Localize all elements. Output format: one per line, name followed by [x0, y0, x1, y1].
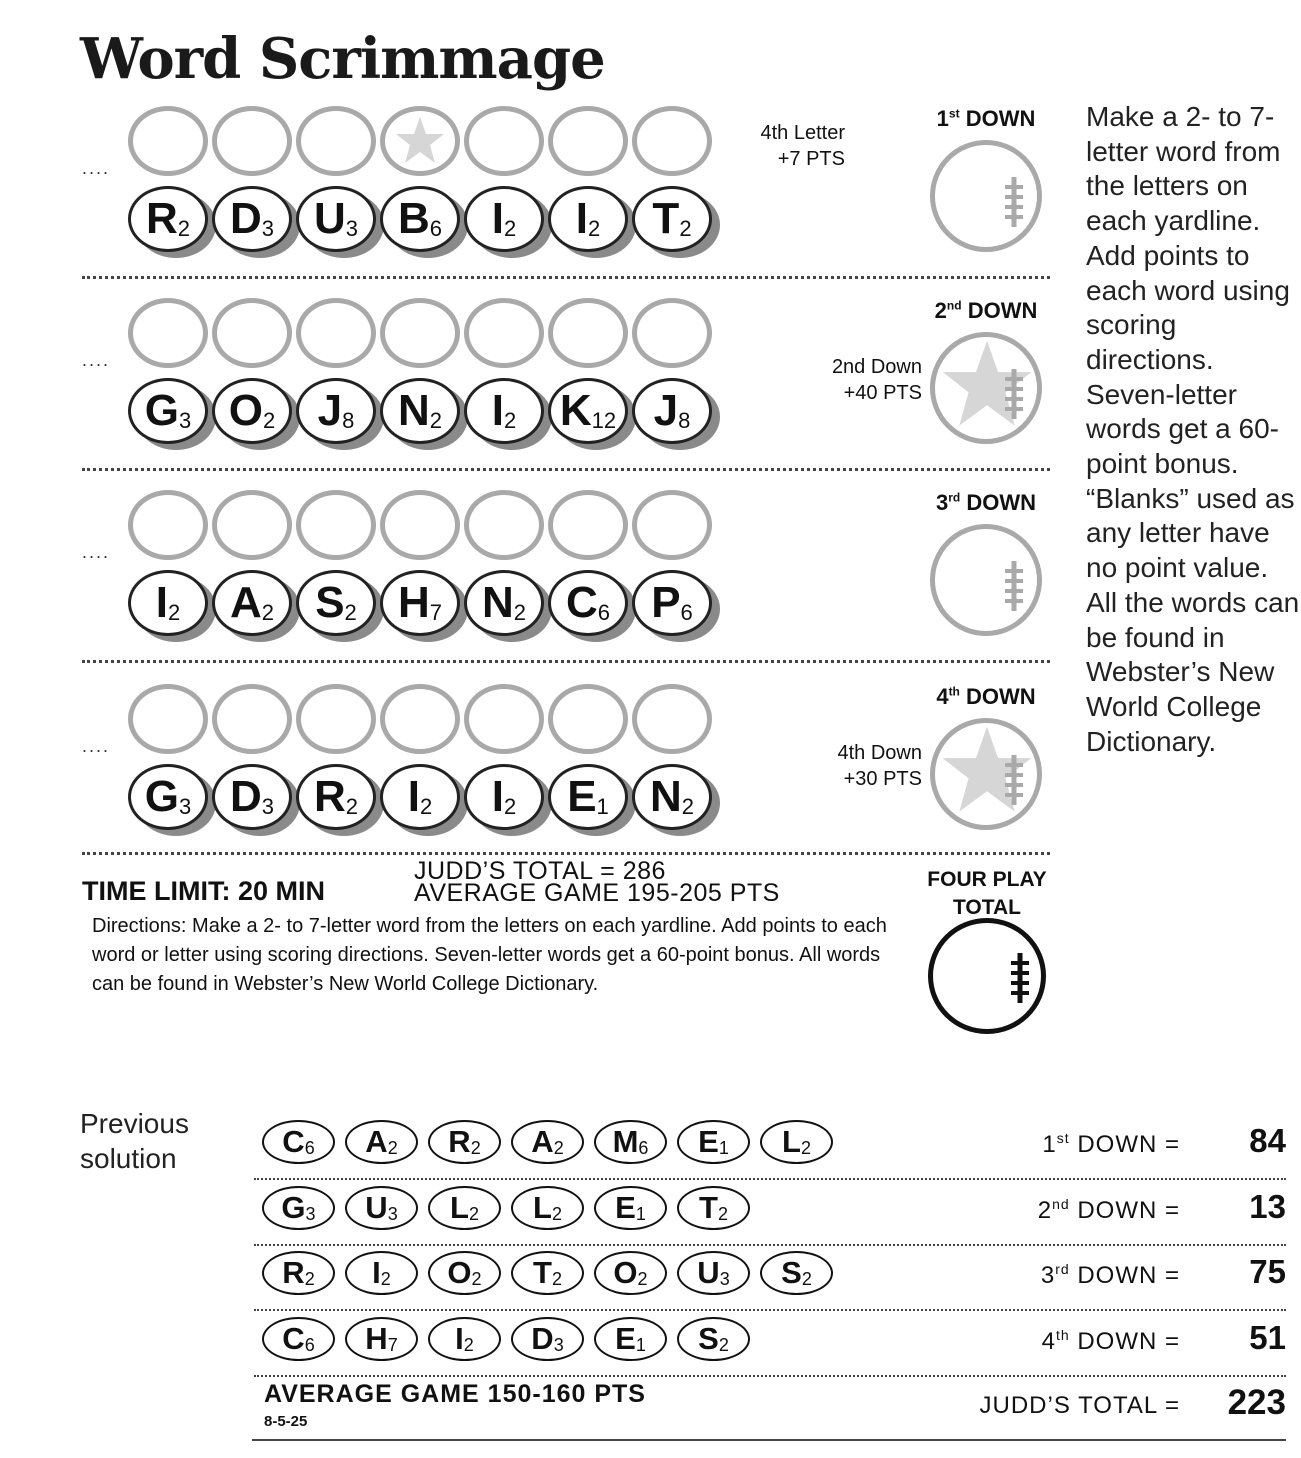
previous-judds-total-score: 223 [1227, 1383, 1286, 1422]
letter-tile [128, 378, 208, 448]
tile-letter: R [313, 772, 345, 821]
tile-value: 6 [429, 216, 443, 241]
tile-value: 7 [429, 600, 443, 625]
letter-tile [380, 186, 460, 256]
previous-letter-tile: S 2 [677, 1317, 750, 1361]
letter-tile [296, 570, 376, 640]
previous-letter-tile: T 2 [511, 1251, 584, 1295]
previous-letter-tile: L 2 [760, 1120, 833, 1164]
tile-value: 3 [345, 216, 359, 241]
yardline-leader: .... [82, 158, 111, 178]
previous-letter-tile: U 3 [345, 1186, 418, 1230]
previous-letter-tile: D 3 [511, 1317, 584, 1361]
tile-letter: C [565, 578, 597, 627]
tile-letter: H [397, 578, 429, 627]
yardline-separator [82, 852, 1050, 855]
tile-value: 2 [513, 600, 527, 625]
previous-down-score: 75 [1249, 1253, 1286, 1290]
tile-value: 1 [596, 794, 609, 819]
previous-down-score: 13 [1249, 1188, 1286, 1225]
down-label: 4th DOWN [936, 684, 1036, 709]
letter-tile [380, 378, 460, 448]
previous-letter-tile: S 2 [760, 1251, 833, 1295]
answer-blank[interactable] [212, 490, 292, 560]
previous-letter-tile: E 1 [594, 1186, 667, 1230]
previous-word [262, 1317, 750, 1361]
letter-tile [548, 186, 628, 256]
tile-value: 2 [587, 216, 601, 241]
letter-tile [380, 764, 460, 834]
down-label: 3rd DOWN [935, 490, 1037, 515]
tile-value: 2 [345, 794, 359, 819]
tile-letter: E [567, 772, 596, 821]
letter-tile [212, 764, 292, 834]
tile-letter: J [317, 386, 342, 435]
answer-blank[interactable] [464, 106, 544, 176]
answer-blank[interactable] [632, 684, 712, 754]
letter-tile [464, 378, 544, 448]
answer-blank[interactable] [296, 684, 376, 754]
answer-blanks [128, 490, 712, 560]
football-lace-icon [1003, 753, 1025, 807]
tile-value: 2 [262, 408, 276, 433]
previous-average-game: AVERAGE GAME 150-160 PTS [264, 1380, 646, 1408]
previous-word [262, 1251, 833, 1295]
tile-value: 2 [344, 600, 357, 625]
previous-letter-tile: T 2 [677, 1186, 750, 1230]
tile-letter: G [144, 386, 178, 435]
previous-down-label: 3rd DOWN = [1040, 1261, 1180, 1289]
instructions-sidebar: Make a 2- to 7-letter word from the letters on each yardline. Add points to each word using scoring directions. Seven-letter words get a 60-point bonus. “Blanks” used as any letter have no point value. All the words can be found in Webster’s New World College Dictionary. [1086, 101, 1300, 757]
letter-tile [632, 186, 712, 256]
down-score-input[interactable] [930, 524, 1042, 636]
tile-letter: I [407, 772, 419, 821]
time-limit: TIME LIMIT: 20 MIN [82, 876, 325, 906]
tile-letter: J [653, 386, 678, 435]
tile-letter: N [481, 578, 513, 627]
yardline-leader: .... [82, 736, 111, 756]
previous-letter-tile: O 2 [594, 1251, 667, 1295]
letter-tile [632, 378, 712, 448]
letter-tile [296, 764, 376, 834]
answer-blank[interactable] [128, 298, 208, 368]
answer-blank[interactable] [128, 684, 208, 754]
tile-value: 8 [678, 408, 691, 433]
previous-down-score: 51 [1249, 1319, 1286, 1356]
letter-tile [128, 764, 208, 834]
four-play-total-input[interactable] [928, 918, 1046, 1034]
previous-letter-tile: G 3 [262, 1186, 335, 1230]
previous-letter-tile: I 2 [428, 1317, 501, 1361]
answer-blank[interactable] [380, 490, 460, 560]
down-label: 2nd DOWN [934, 298, 1038, 323]
bonus-note: 2nd Down +40 PTS [831, 356, 922, 404]
tile-letter: N [649, 772, 681, 821]
tile-letter: N [397, 386, 429, 435]
previous-letter-tile: A 2 [345, 1120, 418, 1164]
previous-letter-tile: C 6 [262, 1120, 335, 1164]
previous-word [262, 1120, 833, 1164]
previous-down-label: 2nd DOWN = [1037, 1196, 1180, 1224]
letter-tiles [128, 186, 712, 256]
football-lace-icon [1003, 559, 1025, 613]
tile-letter: K [559, 386, 591, 435]
tile-letter: A [229, 578, 261, 627]
answer-blank[interactable] [128, 106, 208, 176]
bonus-note: 4th Letter +7 PTS [760, 122, 845, 170]
previous-letter-tile: U 3 [677, 1251, 750, 1295]
tile-value: 12 [591, 408, 617, 433]
letter-tile [548, 378, 628, 448]
letter-tile [296, 186, 376, 256]
answer-blank[interactable] [212, 298, 292, 368]
letter-tile [632, 764, 712, 834]
answer-blank[interactable] [380, 298, 460, 368]
previous-letter-tile: R 2 [262, 1251, 335, 1295]
letter-tile [128, 570, 208, 640]
letter-tile [548, 764, 628, 834]
tile-letter: B [397, 194, 429, 243]
puzzle-date: 8-5-25 [264, 1413, 308, 1430]
answer-blank[interactable] [464, 298, 544, 368]
tile-letter: D [229, 194, 261, 243]
previous-down-label: 1st DOWN = [1042, 1130, 1180, 1158]
previous-letter-tile: L 2 [511, 1186, 584, 1230]
yardline-separator [82, 660, 1050, 663]
previous-separator [254, 1178, 1286, 1180]
tile-letter: G [144, 772, 178, 821]
tile-letter: D [229, 772, 261, 821]
tile-value: 2 [503, 794, 517, 819]
yardline-leader: .... [82, 350, 111, 370]
tile-letter: T [652, 194, 679, 243]
letter-tile [128, 186, 208, 256]
answer-blank[interactable] [380, 106, 460, 176]
tile-letter: I [491, 772, 503, 821]
football-lace-icon [1003, 175, 1025, 229]
tile-letter: I [575, 194, 587, 243]
tile-value: 2 [681, 794, 695, 819]
previous-letter-tile: E 1 [594, 1317, 667, 1361]
tile-value: 3 [178, 794, 192, 819]
tile-value: 6 [597, 600, 611, 625]
answer-blank[interactable] [632, 490, 712, 560]
tile-value: 2 [261, 600, 275, 625]
answer-blank[interactable] [212, 106, 292, 176]
tile-value: 3 [178, 408, 192, 433]
bonus-note: 4th Down +30 PTS [837, 742, 922, 790]
football-lace-icon [1003, 367, 1025, 421]
tile-value: 2 [503, 216, 517, 241]
down-score-input[interactable] [930, 140, 1042, 252]
previous-solution-label: Previous solution [80, 1108, 189, 1174]
tile-value: 2 [503, 408, 517, 433]
answer-blank[interactable] [212, 684, 292, 754]
letter-tile [464, 186, 544, 256]
tile-value: 2 [419, 794, 433, 819]
four-play-total-label: FOUR PLAY TOTAL [927, 868, 1047, 919]
tile-value: 8 [342, 408, 355, 433]
tile-letter: O [228, 386, 262, 435]
letter-tile [464, 570, 544, 640]
bottom-rule [252, 1439, 1286, 1441]
tile-value: 2 [167, 600, 181, 625]
answer-blank[interactable] [632, 298, 712, 368]
answer-blank[interactable] [380, 684, 460, 754]
tile-letter: I [491, 386, 503, 435]
previous-letter-tile: E 1 [677, 1120, 750, 1164]
yardline-leader: .... [82, 542, 111, 562]
previous-letter-tile: H 7 [345, 1317, 418, 1361]
tile-value: 6 [680, 600, 693, 625]
football-lace-icon [1009, 951, 1031, 1005]
previous-letter-tile: L 2 [428, 1186, 501, 1230]
letter-tile [212, 570, 292, 640]
answer-blank[interactable] [296, 298, 376, 368]
letter-tiles [128, 378, 712, 448]
answer-blank[interactable] [296, 490, 376, 560]
down-score-input[interactable] [930, 718, 1042, 830]
letter-tile [464, 764, 544, 834]
previous-letter-tile: C 6 [262, 1317, 335, 1361]
game-stats [414, 857, 780, 907]
previous-separator [254, 1309, 1286, 1311]
tile-value: 2 [679, 216, 692, 241]
previous-judds-total-label: JUDD’S TOTAL = [979, 1392, 1180, 1419]
letter-tile [548, 570, 628, 640]
judds-total: JUDD’S TOTAL = 286 [414, 857, 666, 885]
letter-tile [380, 570, 460, 640]
letter-tile [632, 570, 712, 640]
previous-down-label: 4th DOWN = [1041, 1327, 1180, 1355]
tile-letter: R [145, 194, 177, 243]
average-game: AVERAGE GAME 195-205 PTS [414, 879, 780, 907]
down-score-input[interactable] [930, 332, 1042, 444]
answer-blank[interactable] [464, 684, 544, 754]
answer-blank[interactable] [464, 490, 544, 560]
tile-value: 2 [429, 408, 443, 433]
answer-blanks [128, 106, 712, 176]
tile-letter: P [651, 578, 680, 627]
tile-letter: U [313, 194, 345, 243]
previous-letter-tile: O 2 [428, 1251, 501, 1295]
letter-tiles [128, 764, 712, 834]
answer-blanks [128, 684, 712, 754]
letter-tiles [128, 570, 712, 640]
puzzle-title: Word Scrimmage [80, 26, 605, 92]
star-bonus-icon [394, 115, 446, 167]
previous-letter-tile: R 2 [428, 1120, 501, 1164]
answer-blank[interactable] [128, 490, 208, 560]
tile-letter: I [491, 194, 503, 243]
tile-letter: S [315, 578, 344, 627]
down-label: 1st DOWN [936, 106, 1036, 131]
letter-tile [296, 378, 376, 448]
answer-blank[interactable] [548, 490, 628, 560]
tile-value: 2 [177, 216, 191, 241]
letter-tile [212, 378, 292, 448]
previous-letter-tile: A 2 [511, 1120, 584, 1164]
letter-tile [212, 186, 292, 256]
tile-value: 3 [261, 216, 275, 241]
previous-letter-tile: M 6 [594, 1120, 667, 1164]
tile-value: 3 [261, 794, 275, 819]
previous-separator [254, 1375, 1286, 1377]
previous-letter-tile: I 2 [345, 1251, 418, 1295]
previous-down-score: 84 [1249, 1122, 1286, 1159]
yardline-separator [82, 276, 1050, 279]
answer-blanks [128, 298, 712, 368]
previous-word [262, 1186, 750, 1230]
yardline-separator [82, 468, 1050, 471]
previous-separator [254, 1244, 1286, 1246]
directions-text: Directions: Make a 2- to 7-letter word from the letters on each yardline. Add points to each word or letter using scoring directions. Seven-letter words get a 60-point bonus. All words can be found in Webster’s New World College Dictionary. [92, 915, 887, 995]
answer-blank[interactable] [548, 106, 628, 176]
answer-blank[interactable] [548, 684, 628, 754]
answer-blank[interactable] [296, 106, 376, 176]
answer-blank[interactable] [548, 298, 628, 368]
tile-letter: I [155, 578, 167, 627]
